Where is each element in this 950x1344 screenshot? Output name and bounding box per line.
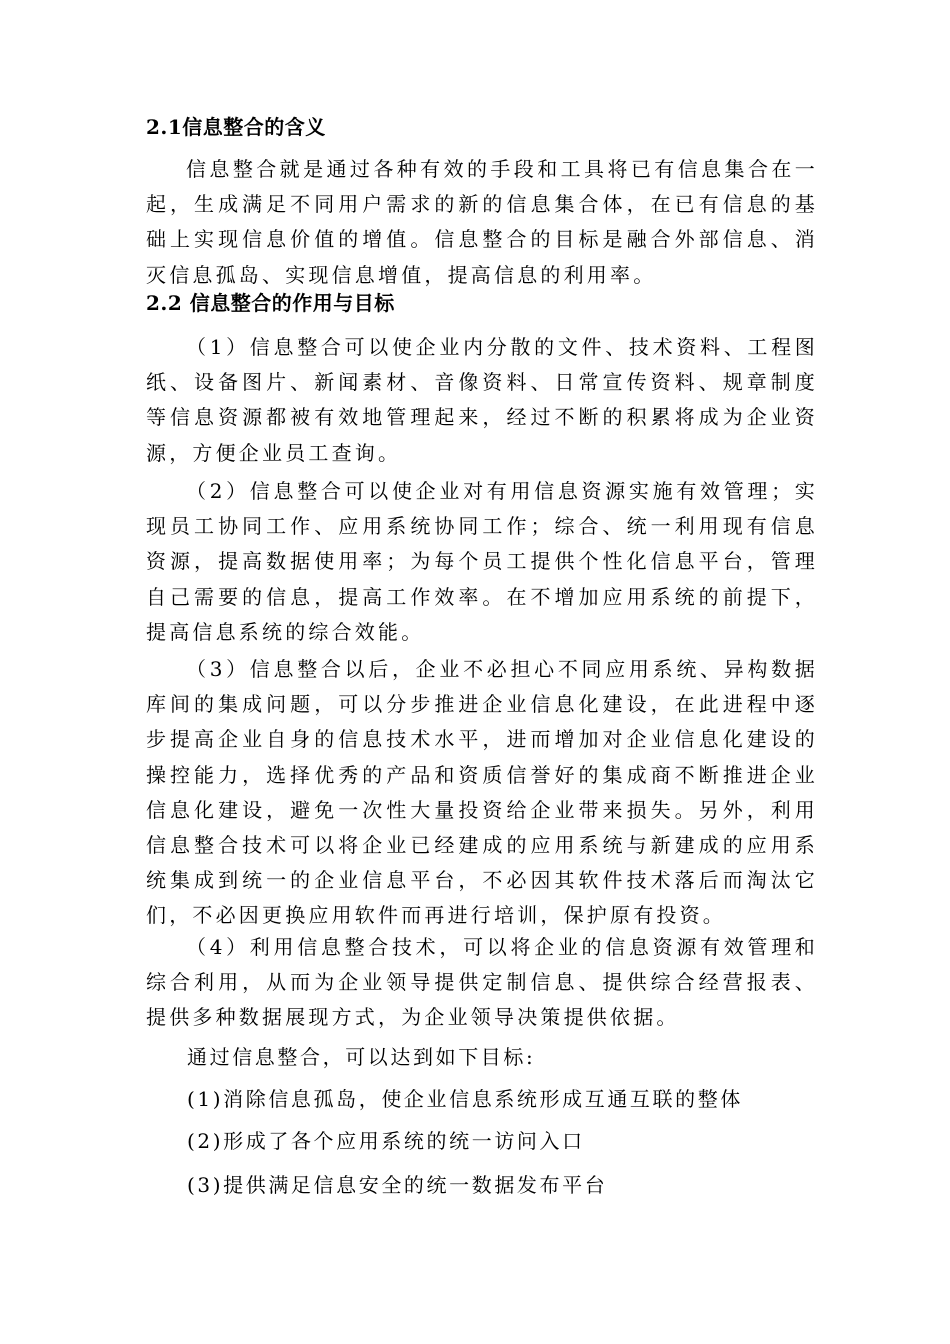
section-heading-2-2: 2.2 信息整合的作用与目标 [146,291,395,315]
paragraph-definition: 信息整合就是通过各种有效的手段和工具将已有信息集合在一起，生成满足不同用户需求的新的信息集合体，在已有信息的基础上实现信息价值的增值。信息整合的目标是融合外部信息、消灭信息孤岛、实现信息增值，提高信息的利用率。 [146,157,818,287]
paragraph-item-1: （1）信息整合可以使企业内分散的文件、技术资料、工程图纸、设备图片、新闻素材、音像资料、日常宣传资料、规章制度等信息资源都被有效地管理起来，经过不断的积累将成为企业资源，方便企业员工查询。 [146,335,818,465]
section-heading-2-1: 2.1信息整合的含义 [146,115,326,139]
paragraph-item-3: （3）信息整合以后，企业不必担心不同应用系统、异构数据库间的集成问题，可以分步推进企业信息化建设，在此进程中逐步提高企业自身的信息技术水平，进而增加对企业信息化建设的操控能力，选择优秀的产品和资质信誉好的集成商不断推进企业信息化建设，避免一次性大量投资给企业带来损失。另外，利用信息整合技术可以将企业已经建成的应用系统与新建成的应用系统集成到统一的企业信息平台，不必因其软件技术落后而淘汰它们，不必因更换应用软件而再进行培训，保护原有投资。 [146,657,818,928]
goals-intro: 通过信息整合，可以达到如下目标: [187,1045,536,1069]
goal-item-2: (2)形成了各个应用系统的统一访问入口 [187,1129,585,1153]
paragraph-item-2: （2）信息整合可以使企业对有用信息资源实施有效管理；实现员工协同工作、应用系统协同工作；综合、统一利用现有信息资源，提高数据使用率；为每个员工提供个性化信息平台，管理自己需要的信息，提高工作效率。在不增加应用系统的前提下，提高信息系统的综合效能。 [146,479,818,644]
goal-item-3: (3)提供满足信息安全的统一数据发布平台 [187,1173,608,1197]
goal-item-1: (1)消除信息孤岛，使企业信息系统形成互通互联的整体 [187,1087,743,1111]
paragraph-item-4: （4）利用信息整合技术，可以将企业的信息资源有效管理和综合利用，从而为企业领导提供定制信息、提供综合经营报表、提供多种数据展现方式，为企业领导决策提供依据。 [146,935,818,1030]
